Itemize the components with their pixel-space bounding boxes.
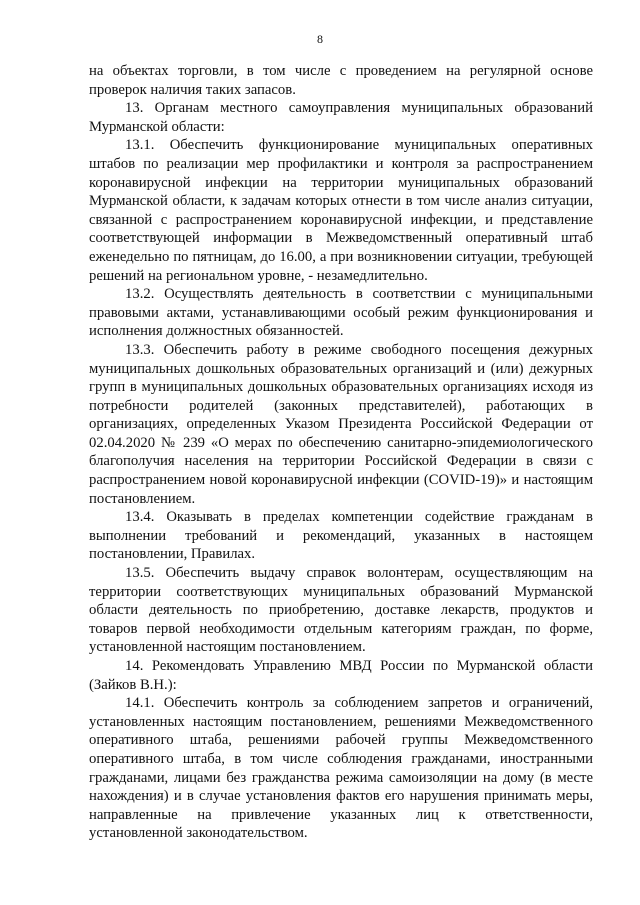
paragraph-14: 14. Рекомендовать Управлению МВД России по Мурманской области (Зайков В.Н.): bbox=[89, 658, 593, 693]
paragraph-13-4: 13.4. Оказывать в пределах компетенции содействие гражданам в выполнении требований и рекомендаций, указанных в настоящем постановлении, Правилах. bbox=[89, 509, 593, 563]
paragraph-13-5: 13.5. Обеспечить выдачу справок волонтерам, осуществляющим на территории соответствующих муниципальных образований Мурманской области деятельность по приобретению, доставке лекарств, продуктов и товаров первой необходимости отдельным категориям граждан, по форме, установленной настоящим постановлением. bbox=[89, 565, 593, 656]
paragraph-13-1: 13.1. Обеспечить функционирование муниципальных оперативных штабов по реализации мер профилактики и контроля за распространением коронавирусной инфекции на территории муниципальных образований Мурманской области, к задачам которых отнести в том числе анализ ситуации, связанной с распространением коронавирусной инфекции, и представление соответствующей информации в Межведомственный оперативный штаб еженедельно по пятницам, до 16.00, а при возникновении ситуации, требующей решений на региональном уровне, - незамедлительно. bbox=[89, 137, 593, 284]
document-body bbox=[89, 62, 593, 843]
paragraph-13-3: 13.3. Обеспечить работу в режиме свободного посещения дежурных муниципальных дошкольных образовательных организаций и (или) дежурных групп в муниципальных дошкольных образовательных организациях исходя из потребности родителей (законных представителей), работающих в организациях, определенных Указом Президента Российской Федерации от 02.04.2020 № 239 «О мерах по обеспечению санитарно-эпидемиологического благополучия населения на территории Российской Федерации в связи с распространением новой коронавирусной инфекции (COVID-19)» и настоящим постановлением. bbox=[89, 341, 593, 507]
paragraph-13-2: 13.2. Осуществлять деятельность в соответствии с муниципальными правовыми актами, устанавливающими особый режим функционирования и исполнения должностных обязанностей. bbox=[89, 286, 593, 340]
paragraph-13: 13. Органам местного самоуправления муниципальных образований Мурманской области: bbox=[89, 100, 593, 135]
page-number: 8 bbox=[317, 32, 323, 46]
paragraph-14-1: 14.1. Обеспечить контроль за соблюдением запретов и ограничений, установленных настоящим постановлением, решениями Межведомственного оперативного штаба, решениями рабочей группы Межведомственного оперативного штаба, в том числе соблюдения гражданами, иностранными гражданами, лицами без гражданства режима самоизоляции на дому (в месте нахождения) и в случае установления фактов его нарушения принимать меры, направленные на привлечение указанных лиц к ответственности, установленной законодательством. bbox=[89, 695, 593, 842]
paragraph-continuation: на объектах торговли, в том числе с проведением на регулярной основе проверок наличия таких запасов. bbox=[89, 63, 593, 98]
